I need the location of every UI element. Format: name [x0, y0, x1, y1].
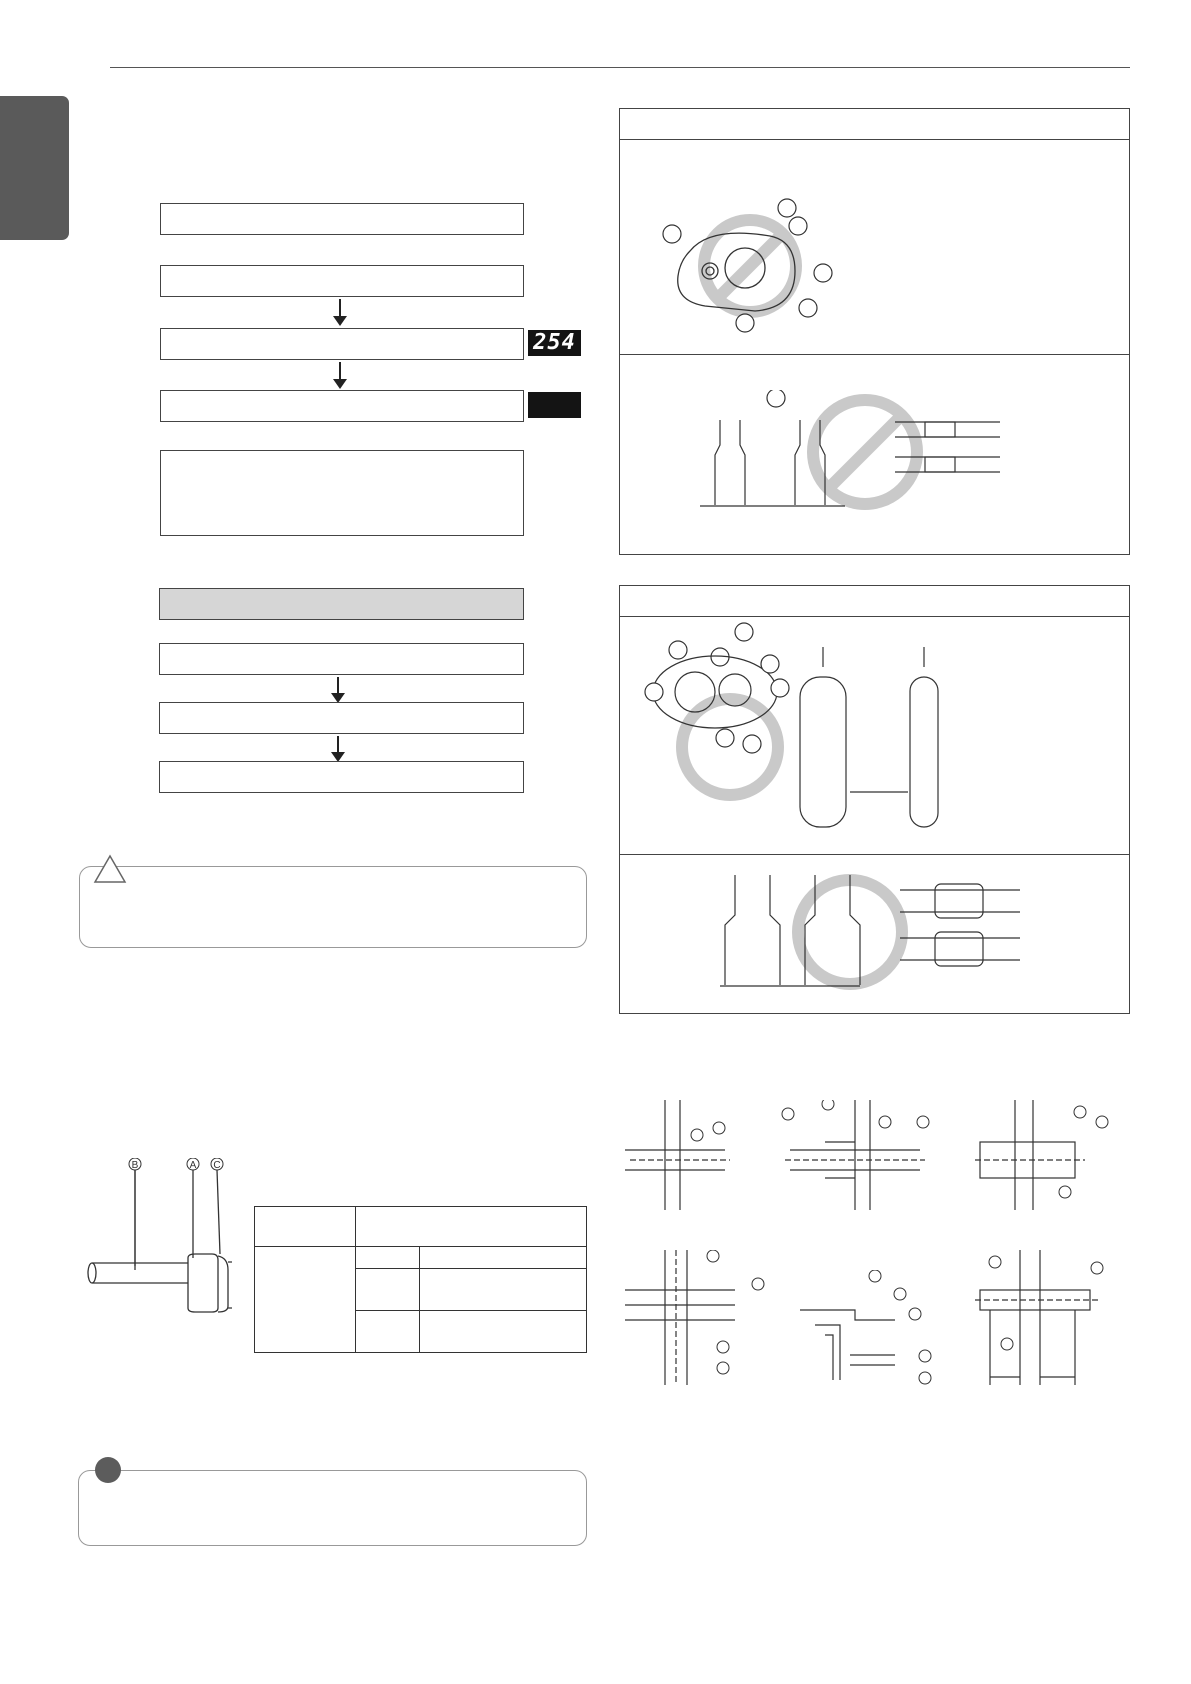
penetration-figure-1 — [625, 1100, 735, 1210]
caution-box — [79, 866, 587, 948]
caution-rule — [222, 866, 562, 867]
flow-arrow — [337, 736, 339, 760]
spec-table-cell — [420, 1247, 587, 1269]
pipe-insulation-figure — [80, 1158, 240, 1318]
pipe-bundle-incorrect-figure — [650, 196, 840, 336]
flow-arrow — [339, 362, 341, 387]
flow-step-7 — [159, 702, 524, 734]
label-c: C — [213, 1160, 221, 1171]
code-display-value: 254 — [533, 330, 576, 355]
penetration-figure-3 — [975, 1100, 1110, 1210]
panel-divider — [620, 854, 1129, 855]
note-box — [78, 1470, 587, 1546]
panel-header — [620, 109, 1129, 140]
spec-table-cell — [420, 1311, 587, 1353]
code-display — [528, 330, 581, 356]
spec-table-header-cell — [255, 1207, 356, 1247]
label-a: A — [189, 1160, 197, 1171]
blank-display — [528, 392, 581, 418]
flow-step-5 — [160, 450, 524, 536]
spec-table-header-cell — [356, 1207, 587, 1247]
panel-header — [620, 586, 1129, 617]
flow-step-3 — [160, 328, 524, 360]
spec-table-cell — [356, 1247, 420, 1269]
flow-step-6 — [159, 643, 524, 675]
section-tab — [0, 96, 69, 240]
warning-triangle-icon — [93, 854, 127, 884]
label-b: B — [131, 1160, 139, 1171]
spec-table-cell — [356, 1311, 420, 1353]
penetration-figure-2 — [780, 1100, 930, 1210]
flow-arrow — [337, 677, 339, 701]
flow-arrow — [339, 299, 341, 324]
note-circle-icon — [94, 1456, 122, 1484]
panel-divider — [620, 354, 1129, 355]
penetration-figure-4 — [625, 1250, 765, 1385]
flow-step-2 — [160, 265, 524, 297]
flow-step-1 — [160, 203, 524, 235]
spec-table-cell — [356, 1269, 420, 1311]
spec-table-cell — [420, 1269, 587, 1311]
flow-step-4 — [160, 390, 524, 422]
flare-nut-correct-figure — [720, 870, 1030, 995]
penetration-figure-6 — [975, 1250, 1115, 1385]
penetration-figure-5 — [795, 1270, 935, 1385]
spec-table-cell — [255, 1247, 356, 1353]
spec-table — [254, 1206, 587, 1353]
flow-highlight-box — [159, 588, 524, 620]
header-rule — [110, 67, 1130, 68]
note-rule — [190, 1470, 562, 1471]
insulation-bundle-figure — [640, 622, 940, 842]
flow-step-8 — [159, 761, 524, 793]
flare-nut-incorrect-figure — [700, 390, 1020, 520]
